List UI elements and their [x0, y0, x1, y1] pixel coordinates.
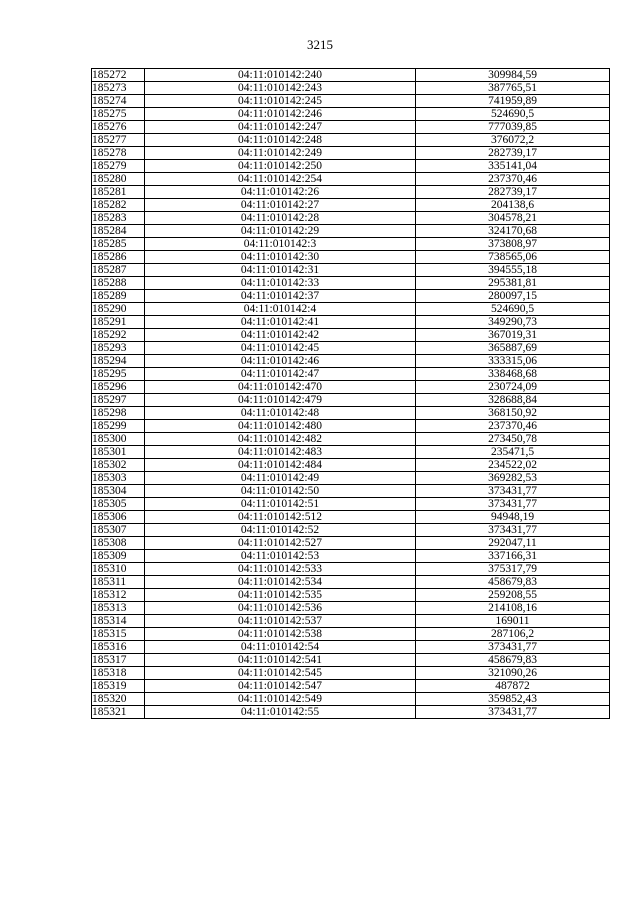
table-row: [92, 498, 610, 511]
value-cell: 738565,06: [416, 251, 610, 264]
row-id-cell: 185291: [92, 316, 145, 329]
table-row: [92, 121, 610, 134]
row-id-cell: 185316: [92, 641, 145, 654]
table-row: [92, 199, 610, 212]
cadastral-number-cell: 04:11:010142:484: [145, 459, 416, 472]
value-cell: 237370,46: [416, 173, 610, 186]
table-row: [92, 433, 610, 446]
row-id-cell: 185294: [92, 355, 145, 368]
row-id-cell: 185301: [92, 446, 145, 459]
value-cell: 367019,31: [416, 329, 610, 342]
value-cell: 237370,46: [416, 420, 610, 433]
cadastral-number-cell: 04:11:010142:538: [145, 628, 416, 641]
table-row: [92, 446, 610, 459]
value-cell: 373808,97: [416, 238, 610, 251]
table-row: [92, 212, 610, 225]
table-row: [92, 264, 610, 277]
row-id-cell: 185284: [92, 225, 145, 238]
table-row: [92, 277, 610, 290]
cadastral-number-cell: 04:11:010142:549: [145, 693, 416, 706]
value-cell: 777039,85: [416, 121, 610, 134]
row-id-cell: 185308: [92, 537, 145, 550]
cadastral-number-cell: 04:11:010142:536: [145, 602, 416, 615]
row-id-cell: 185307: [92, 524, 145, 537]
row-id-cell: 185285: [92, 238, 145, 251]
value-cell: 304578,21: [416, 212, 610, 225]
cadastral-number-cell: 04:11:010142:50: [145, 485, 416, 498]
value-cell: 524690,5: [416, 303, 610, 316]
value-cell: 321090,26: [416, 667, 610, 680]
value-cell: 333315,06: [416, 355, 610, 368]
row-id-cell: 185315: [92, 628, 145, 641]
row-id-cell: 185297: [92, 394, 145, 407]
cadastral-number-cell: 04:11:010142:250: [145, 160, 416, 173]
table-row: [92, 407, 610, 420]
value-cell: 309984,59: [416, 69, 610, 82]
table-row: [92, 303, 610, 316]
row-id-cell: 185280: [92, 173, 145, 186]
row-id-cell: 185293: [92, 342, 145, 355]
registry-table-body: [92, 69, 610, 719]
value-cell: 373431,77: [416, 498, 610, 511]
cadastral-number-cell: 04:11:010142:28: [145, 212, 416, 225]
value-cell: 524690,5: [416, 108, 610, 121]
table-row: [92, 706, 610, 719]
row-id-cell: 185273: [92, 82, 145, 95]
table-row: [92, 69, 610, 82]
value-cell: 458679,83: [416, 576, 610, 589]
cadastral-number-cell: 04:11:010142:4: [145, 303, 416, 316]
cadastral-number-cell: 04:11:010142:541: [145, 654, 416, 667]
cadastral-number-cell: 04:11:010142:46: [145, 355, 416, 368]
cadastral-number-cell: 04:11:010142:54: [145, 641, 416, 654]
row-id-cell: 185295: [92, 368, 145, 381]
value-cell: 375317,79: [416, 563, 610, 576]
cadastral-number-cell: 04:11:010142:545: [145, 667, 416, 680]
cadastral-number-cell: 04:11:010142:49: [145, 472, 416, 485]
cadastral-number-cell: 04:11:010142:29: [145, 225, 416, 238]
row-id-cell: 185282: [92, 199, 145, 212]
value-cell: 324170,68: [416, 225, 610, 238]
row-id-cell: 185314: [92, 615, 145, 628]
row-id-cell: 185283: [92, 212, 145, 225]
row-id-cell: 185303: [92, 472, 145, 485]
row-id-cell: 185286: [92, 251, 145, 264]
value-cell: 94948,19: [416, 511, 610, 524]
value-cell: 287106,2: [416, 628, 610, 641]
value-cell: 280097,15: [416, 290, 610, 303]
value-cell: 373431,77: [416, 524, 610, 537]
row-id-cell: 185298: [92, 407, 145, 420]
row-id-cell: 185306: [92, 511, 145, 524]
cadastral-number-cell: 04:11:010142:55: [145, 706, 416, 719]
table-row: [92, 563, 610, 576]
cadastral-number-cell: 04:11:010142:41: [145, 316, 416, 329]
table-row: [92, 173, 610, 186]
value-cell: 230724,09: [416, 381, 610, 394]
value-cell: 359852,43: [416, 693, 610, 706]
value-cell: 335141,04: [416, 160, 610, 173]
table-row: [92, 654, 610, 667]
cadastral-number-cell: 04:11:010142:47: [145, 368, 416, 381]
table-row: [92, 316, 610, 329]
row-id-cell: 185311: [92, 576, 145, 589]
row-id-cell: 185312: [92, 589, 145, 602]
table-row: [92, 251, 610, 264]
cadastral-number-cell: 04:11:010142:534: [145, 576, 416, 589]
table-row: [92, 511, 610, 524]
value-cell: 292047,11: [416, 537, 610, 550]
value-cell: 387765,51: [416, 82, 610, 95]
row-id-cell: 185281: [92, 186, 145, 199]
row-id-cell: 185287: [92, 264, 145, 277]
row-id-cell: 185277: [92, 134, 145, 147]
row-id-cell: 185320: [92, 693, 145, 706]
value-cell: 169011: [416, 615, 610, 628]
row-id-cell: 185299: [92, 420, 145, 433]
value-cell: 282739,17: [416, 186, 610, 199]
row-id-cell: 185300: [92, 433, 145, 446]
value-cell: 337166,31: [416, 550, 610, 563]
value-cell: 373431,77: [416, 706, 610, 719]
cadastral-number-cell: 04:11:010142:535: [145, 589, 416, 602]
row-id-cell: 185292: [92, 329, 145, 342]
cadastral-number-cell: 04:11:010142:37: [145, 290, 416, 303]
value-cell: 282739,17: [416, 147, 610, 160]
cadastral-number-cell: 04:11:010142:470: [145, 381, 416, 394]
cadastral-number-cell: 04:11:010142:31: [145, 264, 416, 277]
row-id-cell: 185318: [92, 667, 145, 680]
value-cell: 273450,78: [416, 433, 610, 446]
cadastral-number-cell: 04:11:010142:247: [145, 121, 416, 134]
value-cell: 365887,69: [416, 342, 610, 355]
value-cell: 487872: [416, 680, 610, 693]
row-id-cell: 185276: [92, 121, 145, 134]
row-id-cell: 185317: [92, 654, 145, 667]
value-cell: 394555,18: [416, 264, 610, 277]
value-cell: 741959,89: [416, 95, 610, 108]
value-cell: 458679,83: [416, 654, 610, 667]
row-id-cell: 185272: [92, 69, 145, 82]
table-row: [92, 160, 610, 173]
value-cell: 338468,68: [416, 368, 610, 381]
table-row: [92, 290, 610, 303]
cadastral-number-cell: 04:11:010142:45: [145, 342, 416, 355]
value-cell: 369282,53: [416, 472, 610, 485]
cadastral-number-cell: 04:11:010142:33: [145, 277, 416, 290]
value-cell: 328688,84: [416, 394, 610, 407]
cadastral-number-cell: 04:11:010142:26: [145, 186, 416, 199]
row-id-cell: 185288: [92, 277, 145, 290]
table-row: [92, 329, 610, 342]
row-id-cell: 185296: [92, 381, 145, 394]
table-row: [92, 368, 610, 381]
cadastral-number-cell: 04:11:010142:240: [145, 69, 416, 82]
value-cell: 259208,55: [416, 589, 610, 602]
row-id-cell: 185275: [92, 108, 145, 121]
table-row: [92, 134, 610, 147]
table-row: [92, 537, 610, 550]
cadastral-number-cell: 04:11:010142:51: [145, 498, 416, 511]
cadastral-number-cell: 04:11:010142:246: [145, 108, 416, 121]
table-row: [92, 225, 610, 238]
cadastral-number-cell: 04:11:010142:53: [145, 550, 416, 563]
table-row: [92, 420, 610, 433]
row-id-cell: 185289: [92, 290, 145, 303]
row-id-cell: 185274: [92, 95, 145, 108]
value-cell: 349290,73: [416, 316, 610, 329]
cadastral-number-cell: 04:11:010142:254: [145, 173, 416, 186]
table-row: [92, 680, 610, 693]
table-row: [92, 108, 610, 121]
registry-table: [91, 68, 610, 719]
value-cell: 204138,6: [416, 199, 610, 212]
table-row: [92, 394, 610, 407]
table-row: [92, 82, 610, 95]
row-id-cell: 185305: [92, 498, 145, 511]
table-row: [92, 550, 610, 563]
row-id-cell: 185321: [92, 706, 145, 719]
table-row: [92, 147, 610, 160]
cadastral-number-cell: 04:11:010142:483: [145, 446, 416, 459]
value-cell: 373431,77: [416, 485, 610, 498]
row-id-cell: 185309: [92, 550, 145, 563]
cadastral-number-cell: 04:11:010142:249: [145, 147, 416, 160]
cadastral-number-cell: 04:11:010142:480: [145, 420, 416, 433]
value-cell: 234522,02: [416, 459, 610, 472]
cadastral-number-cell: 04:11:010142:42: [145, 329, 416, 342]
value-cell: 373431,77: [416, 641, 610, 654]
value-cell: 376072,2: [416, 134, 610, 147]
cadastral-number-cell: 04:11:010142:245: [145, 95, 416, 108]
cadastral-number-cell: 04:11:010142:27: [145, 199, 416, 212]
table-row: [92, 238, 610, 251]
cadastral-number-cell: 04:11:010142:533: [145, 563, 416, 576]
row-id-cell: 185313: [92, 602, 145, 615]
row-id-cell: 185319: [92, 680, 145, 693]
value-cell: 368150,92: [416, 407, 610, 420]
value-cell: 235471,5: [416, 446, 610, 459]
table-row: [92, 628, 610, 641]
table-row: [92, 576, 610, 589]
cadastral-number-cell: 04:11:010142:52: [145, 524, 416, 537]
cadastral-number-cell: 04:11:010142:30: [145, 251, 416, 264]
value-cell: 214108,16: [416, 602, 610, 615]
table-row: [92, 667, 610, 680]
table-row: [92, 641, 610, 654]
row-id-cell: 185279: [92, 160, 145, 173]
cadastral-number-cell: 04:11:010142:248: [145, 134, 416, 147]
cadastral-number-cell: 04:11:010142:512: [145, 511, 416, 524]
table-row: [92, 524, 610, 537]
cadastral-number-cell: 04:11:010142:479: [145, 394, 416, 407]
cadastral-number-cell: 04:11:010142:527: [145, 537, 416, 550]
row-id-cell: 185278: [92, 147, 145, 160]
table-row: [92, 355, 610, 368]
row-id-cell: 185310: [92, 563, 145, 576]
table-row: [92, 95, 610, 108]
cadastral-number-cell: 04:11:010142:48: [145, 407, 416, 420]
table-row: [92, 693, 610, 706]
table-row: [92, 381, 610, 394]
table-row: [92, 459, 610, 472]
table-row: [92, 602, 610, 615]
cadastral-number-cell: 04:11:010142:482: [145, 433, 416, 446]
page-number: 3215: [307, 37, 333, 52]
value-cell: 295381,81: [416, 277, 610, 290]
table-row: [92, 615, 610, 628]
cadastral-number-cell: 04:11:010142:537: [145, 615, 416, 628]
table-row: [92, 485, 610, 498]
table-row: [92, 342, 610, 355]
row-id-cell: 185302: [92, 459, 145, 472]
table-row: [92, 472, 610, 485]
cadastral-number-cell: 04:11:010142:243: [145, 82, 416, 95]
cadastral-number-cell: 04:11:010142:547: [145, 680, 416, 693]
table-row: [92, 589, 610, 602]
table-row: [92, 186, 610, 199]
row-id-cell: 185304: [92, 485, 145, 498]
cadastral-number-cell: 04:11:010142:3: [145, 238, 416, 251]
row-id-cell: 185290: [92, 303, 145, 316]
